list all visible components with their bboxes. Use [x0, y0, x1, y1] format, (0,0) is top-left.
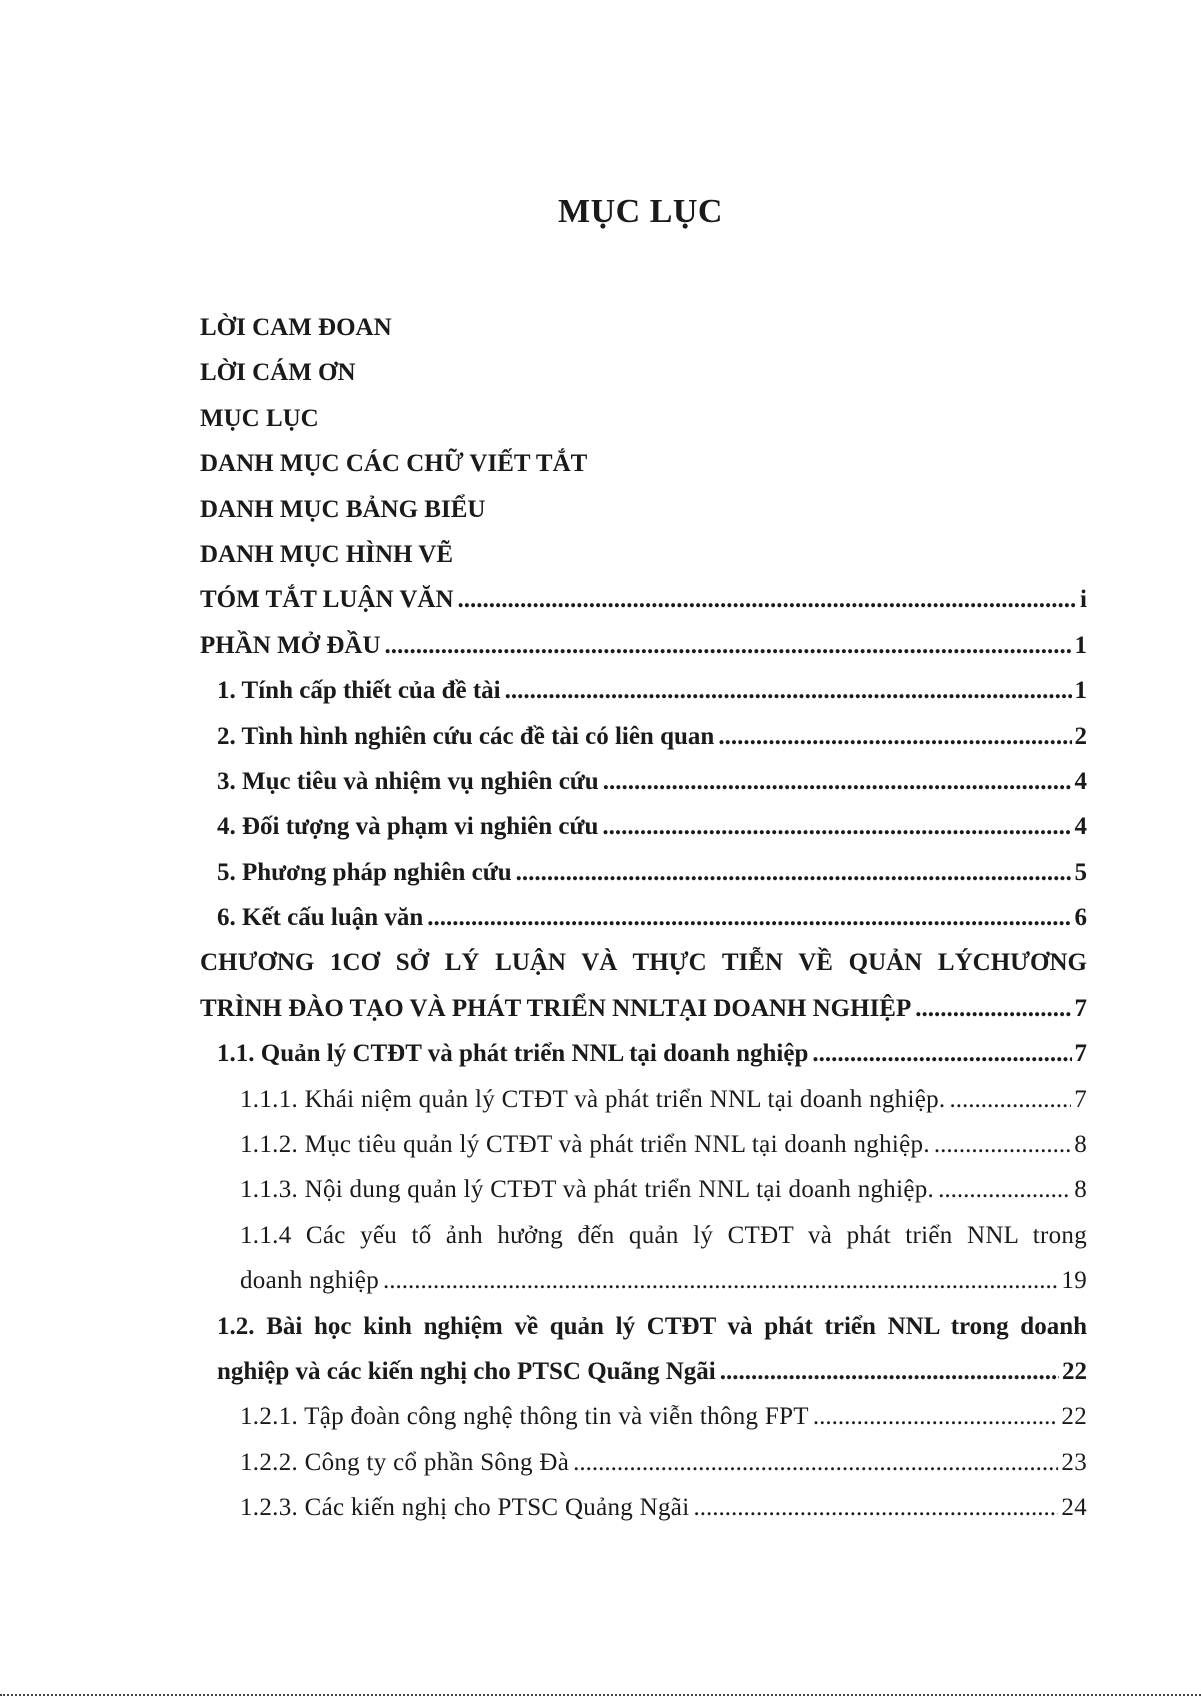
toc-page-number: 1: [1074, 631, 1087, 659]
toc-entry-label: LỜI CAM ĐOAN: [200, 314, 392, 341]
toc-entry-label: 1.2.1. Tập đoàn công nghệ thông tin và viễn thông FPT: [240, 1403, 809, 1431]
toc-entry-1-1-2[interactable]: [200, 1122, 1087, 1167]
toc-entry-loi-cam-doan[interactable]: [200, 305, 1087, 350]
toc-entry-label-line1: 1.1.4 Các yếu tố ảnh hưởng đến quản lý CTĐT và phát triển NNL trong: [240, 1221, 1087, 1249]
page-bottom-divider: [0, 1694, 1201, 1697]
dot-leader: [505, 668, 1072, 713]
toc-entry-label: 1.2.2. Công ty cổ phần Sông Đà: [240, 1448, 570, 1476]
toc-entry-label: 1.1.3. Nội dung quản lý CTĐT và phát triển NNL tại doanh nghiệp.: [240, 1176, 935, 1204]
toc-page-number: 19: [1061, 1267, 1087, 1295]
toc-entry-section-1[interactable]: [200, 668, 1087, 713]
toc-page-number: 24: [1061, 1494, 1087, 1522]
dot-leader: [720, 1349, 1059, 1394]
toc-entry-section-4[interactable]: [200, 804, 1087, 849]
toc-entry-1-2-3[interactable]: [200, 1485, 1087, 1530]
toc-entry-section-6[interactable]: [200, 895, 1087, 940]
toc-entry-label: 1.1.1. Khái niệm quản lý CTĐT và phát triển NNL tại doanh nghiệp.: [240, 1085, 946, 1113]
toc-entry-loi-cam-on[interactable]: [200, 350, 1087, 395]
toc-entry-label: DANH MỤC CÁC CHỮ VIẾT TẮT: [200, 450, 588, 478]
toc-entry-label-line2: doanh nghiệp: [240, 1267, 379, 1295]
toc-entry-1-1-4[interactable]: [200, 1213, 1087, 1258]
dot-leader: [427, 895, 1071, 940]
toc-entry-label: 6. Kết cấu luận văn: [217, 904, 424, 932]
toc-entry-label-line1: CHƯƠNG 1CƠ SỞ LÝ LUẬN VÀ THỰC TIỄN VỀ QUẢN LÝCHƯƠNG: [200, 949, 1087, 977]
toc-page-number: 7: [1074, 1085, 1087, 1113]
dot-leader: [813, 1394, 1059, 1439]
toc-entry-label: 1.1. Quản lý CTĐT và phát triển NNL tại doanh nghiệp: [217, 1040, 809, 1068]
toc-entry-label: LỜI CÁM ƠN: [200, 359, 356, 387]
toc-page-number: 8: [1074, 1131, 1087, 1159]
toc-entry-danh-muc-chu-viet-tat[interactable]: [200, 441, 1087, 486]
dot-leader: [693, 1485, 1058, 1530]
toc-entry-label: 2. Tình hình nghiên cứu các đề tài có liên quan: [217, 722, 715, 750]
toc-entry-label: DANH MỤC BẢNG BIỂU: [200, 495, 486, 523]
toc-page-number: 4: [1074, 767, 1087, 795]
toc-entry-label: 1.2.3. Các kiến nghị cho PTSC Quảng Ngãi: [240, 1494, 690, 1522]
toc-entry-label: 4. Đối tượng và phạm vi nghiên cứu: [217, 813, 599, 841]
toc-entry-muc-luc[interactable]: [200, 396, 1087, 441]
dot-leader: [573, 1440, 1058, 1485]
dot-leader: [602, 804, 1071, 849]
toc-page-number: 5: [1074, 858, 1087, 886]
dot-leader: [603, 759, 1072, 804]
dot-leader: [938, 1167, 1071, 1212]
toc-entry-label: 1. Tính cấp thiết của đề tài: [217, 677, 501, 705]
toc-entry-1-2[interactable]: [200, 1304, 1087, 1349]
toc-entry-1-1[interactable]: [200, 1031, 1087, 1076]
toc-entry-label: 1.1.2. Mục tiêu quản lý CTĐT và phát triển NNL tại doanh nghiệp.: [240, 1131, 930, 1159]
toc-entry-1-2-cont[interactable]: [200, 1349, 1087, 1394]
toc-page-number: i: [1080, 586, 1087, 614]
toc-page-number: 6: [1074, 904, 1087, 932]
toc-entry-danh-muc-hinh-ve[interactable]: [200, 532, 1087, 577]
dot-leader: [718, 714, 1071, 759]
dot-leader: [383, 1258, 1058, 1303]
toc-entry-label: 3. Mục tiêu và nhiệm vụ nghiên cứu: [217, 767, 599, 795]
toc-entry-1-2-1[interactable]: [200, 1394, 1087, 1439]
toc-entry-1-2-2[interactable]: [200, 1440, 1087, 1485]
toc-entry-label: 5. Phương pháp nghiên cứu: [217, 858, 512, 886]
toc-entry-phan-mo-dau[interactable]: [200, 623, 1087, 668]
dot-leader: [385, 623, 1072, 668]
toc-entry-chapter-1-cont[interactable]: [200, 986, 1087, 1031]
toc-entry-label: DANH MỤC HÌNH VẼ: [200, 540, 454, 568]
dot-leader: [812, 1031, 1071, 1076]
toc-page-number: 22: [1062, 1357, 1087, 1385]
toc-entry-tom-tat[interactable]: [200, 577, 1087, 622]
dot-leader: [934, 1122, 1071, 1167]
toc-page-number: 22: [1061, 1403, 1087, 1431]
dot-leader: [949, 1077, 1071, 1122]
toc-entry-label: PHẦN MỞ ĐẦU: [200, 631, 381, 659]
toc-entry-section-2[interactable]: [200, 714, 1087, 759]
toc-page-number: 4: [1074, 813, 1087, 841]
toc-entry-label-line2: TRÌNH ĐÀO TẠO VÀ PHÁT TRIỂN NNLTẠI DOANH NGHIỆP: [200, 994, 912, 1022]
toc-page-number: 8: [1074, 1176, 1087, 1204]
toc-entry-section-5[interactable]: [200, 850, 1087, 895]
toc-entry-danh-muc-bang-bieu[interactable]: [200, 487, 1087, 532]
table-of-contents: [200, 305, 1087, 1531]
toc-page-number: 7: [1074, 994, 1087, 1022]
page-title: MỤC LỤC: [558, 193, 723, 230]
toc-page-number: 2: [1074, 722, 1087, 750]
toc-entry-label-line1: 1.2. Bài học kinh nghiệm về quản lý CTĐT và phát triển NNL trong doanh: [217, 1312, 1087, 1340]
toc-entry-label: MỤC LỤC: [200, 404, 319, 432]
toc-page-number: 7: [1074, 1040, 1087, 1068]
toc-entry-chapter-1[interactable]: [200, 940, 1087, 985]
dot-leader: [915, 986, 1071, 1031]
toc-entry-1-1-3[interactable]: [200, 1167, 1087, 1212]
toc-entry-section-3[interactable]: [200, 759, 1087, 804]
dot-leader: [458, 577, 1078, 622]
toc-page-number: 23: [1061, 1448, 1087, 1476]
toc-entry-label: TÓM TẮT LUẬN VĂN: [200, 586, 454, 614]
toc-entry-1-1-4-cont[interactable]: [200, 1258, 1087, 1303]
dot-leader: [516, 850, 1072, 895]
toc-page-number: 1: [1074, 677, 1087, 705]
toc-entry-1-1-1[interactable]: [200, 1077, 1087, 1122]
toc-entry-label-line2: nghiệp và các kiến nghị cho PTSC Quãng Ngãi: [217, 1357, 716, 1385]
